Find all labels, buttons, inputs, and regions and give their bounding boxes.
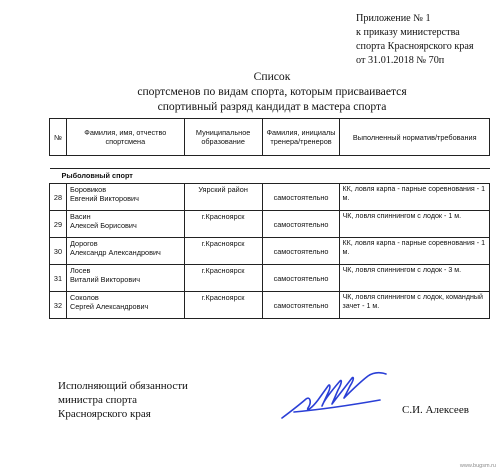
cell-municipality-municipality: г.Красноярск	[201, 266, 245, 275]
signer-position-line: министра спорта	[58, 394, 138, 406]
athletes-table	[49, 118, 490, 319]
cell-athlete-name-given: Виталий Викторович	[69, 275, 141, 284]
cell-coach-coach: самостоятельно	[273, 300, 329, 310]
appendix-line: к приказу министерства	[356, 27, 460, 38]
table-row	[50, 184, 490, 211]
cell-number	[50, 211, 67, 238]
cell-athlete-name-surname: Боровиков	[69, 185, 107, 194]
cell-municipality-municipality: Уярский район	[198, 185, 248, 194]
header-municipality: Муниципальное образование	[184, 119, 262, 156]
cell-coach-coach: самостоятельно	[273, 246, 329, 256]
cell-athlete-name-given: Александр Александрович	[69, 248, 161, 257]
header-athlete-name: Фамилия, имя, отчество спортсмена	[66, 119, 184, 156]
appendix-line: от 31.01.2018 № 70п	[356, 55, 445, 66]
table-row	[50, 238, 490, 265]
cell-number-num: 29	[53, 219, 63, 229]
cell-requirement-requirement: КК, ловля карпа - парные соревнования - 1 м.	[342, 185, 486, 202]
signer-position-line: Исполняющий обязанности	[58, 380, 188, 392]
appendix-line: Приложение № 1	[356, 13, 431, 24]
title-line: Список	[253, 70, 291, 83]
document-title	[60, 69, 484, 114]
cell-coach	[262, 238, 340, 265]
cell-municipality	[184, 292, 262, 319]
header-coach: Фамилия, инициалы тренера/тренеров	[262, 119, 340, 156]
title-line: спортсменов по видам спорта, которым присваивается	[137, 85, 407, 98]
cell-number-num: 28	[53, 192, 63, 202]
cell-number	[50, 238, 67, 265]
cell-coach	[262, 211, 340, 238]
cell-requirement	[340, 292, 490, 319]
cell-requirement-requirement: ЧК, ловля спиннингом с лодок, командный зачет - 1 м.	[342, 293, 483, 310]
handwritten-signature	[276, 366, 394, 426]
cell-municipality	[184, 238, 262, 265]
cell-coach	[262, 265, 340, 292]
header-number: №	[50, 119, 67, 156]
cell-athlete-name-surname: Соколов	[69, 293, 99, 302]
cell-number-num: 30	[53, 246, 63, 256]
signer-name: С.И. Алексеев	[402, 404, 469, 416]
table-section-row	[50, 169, 490, 184]
cell-number-num: 31	[53, 273, 63, 283]
cell-athlete-name	[66, 265, 184, 292]
cell-requirement-requirement: ЧК, ловля спиннингом с лодок - 3 м.	[342, 266, 462, 274]
cell-requirement	[340, 184, 490, 211]
cell-athlete-name	[66, 292, 184, 319]
cell-requirement	[340, 238, 490, 265]
cell-requirement	[340, 265, 490, 292]
cell-requirement-requirement: ЧК, ловля спиннингом с лодок - 1 м.	[342, 212, 462, 220]
cell-athlete-name	[66, 184, 184, 211]
cell-athlete-name-given: Алексей Борисович	[69, 221, 137, 230]
table-row	[50, 265, 490, 292]
header-requirement: Выполненный норматив/требования	[340, 119, 490, 156]
cell-athlete-name-surname: Дорогов	[69, 239, 98, 248]
cell-requirement-requirement: КК, ловля карпа - парные соревнования - 1 м.	[342, 239, 486, 256]
table-row	[50, 211, 490, 238]
cell-number-num: 32	[53, 300, 63, 310]
cell-municipality	[184, 265, 262, 292]
table-spacer	[50, 156, 490, 169]
cell-coach	[262, 292, 340, 319]
cell-athlete-name	[66, 238, 184, 265]
cell-coach-coach: самостоятельно	[273, 192, 329, 202]
cell-number	[50, 184, 67, 211]
watermark: www.bugsm.ru	[459, 463, 496, 469]
signer-position	[58, 379, 188, 421]
appendix-header	[356, 12, 496, 68]
cell-municipality	[184, 211, 262, 238]
cell-coach-coach: самостоятельно	[273, 273, 329, 283]
table-header-row	[50, 119, 490, 156]
cell-athlete-name-given: Евгений Викторович	[69, 194, 139, 203]
cell-municipality-municipality: г.Красноярск	[201, 212, 245, 221]
cell-athlete-name-surname: Васин	[69, 212, 91, 221]
table-row	[50, 292, 490, 319]
cell-athlete-name	[66, 211, 184, 238]
cell-number	[50, 292, 67, 319]
cell-requirement	[340, 211, 490, 238]
section-title: Рыболовный спорт	[50, 169, 490, 184]
cell-municipality	[184, 184, 262, 211]
cell-number	[50, 265, 67, 292]
cell-municipality-municipality: г.Красноярск	[201, 239, 245, 248]
title-line: спортивный разряд кандидат в мастера спорта	[157, 100, 387, 113]
cell-municipality-municipality: г.Красноярск	[201, 293, 245, 302]
cell-athlete-name-surname: Лосев	[69, 266, 91, 275]
appendix-line: спорта Красноярского края	[356, 41, 474, 52]
cell-athlete-name-given: Сергей Александрович	[69, 302, 149, 311]
signer-position-line: Красноярского края	[58, 408, 151, 420]
cell-coach	[262, 184, 340, 211]
cell-coach-coach: самостоятельно	[273, 219, 329, 229]
